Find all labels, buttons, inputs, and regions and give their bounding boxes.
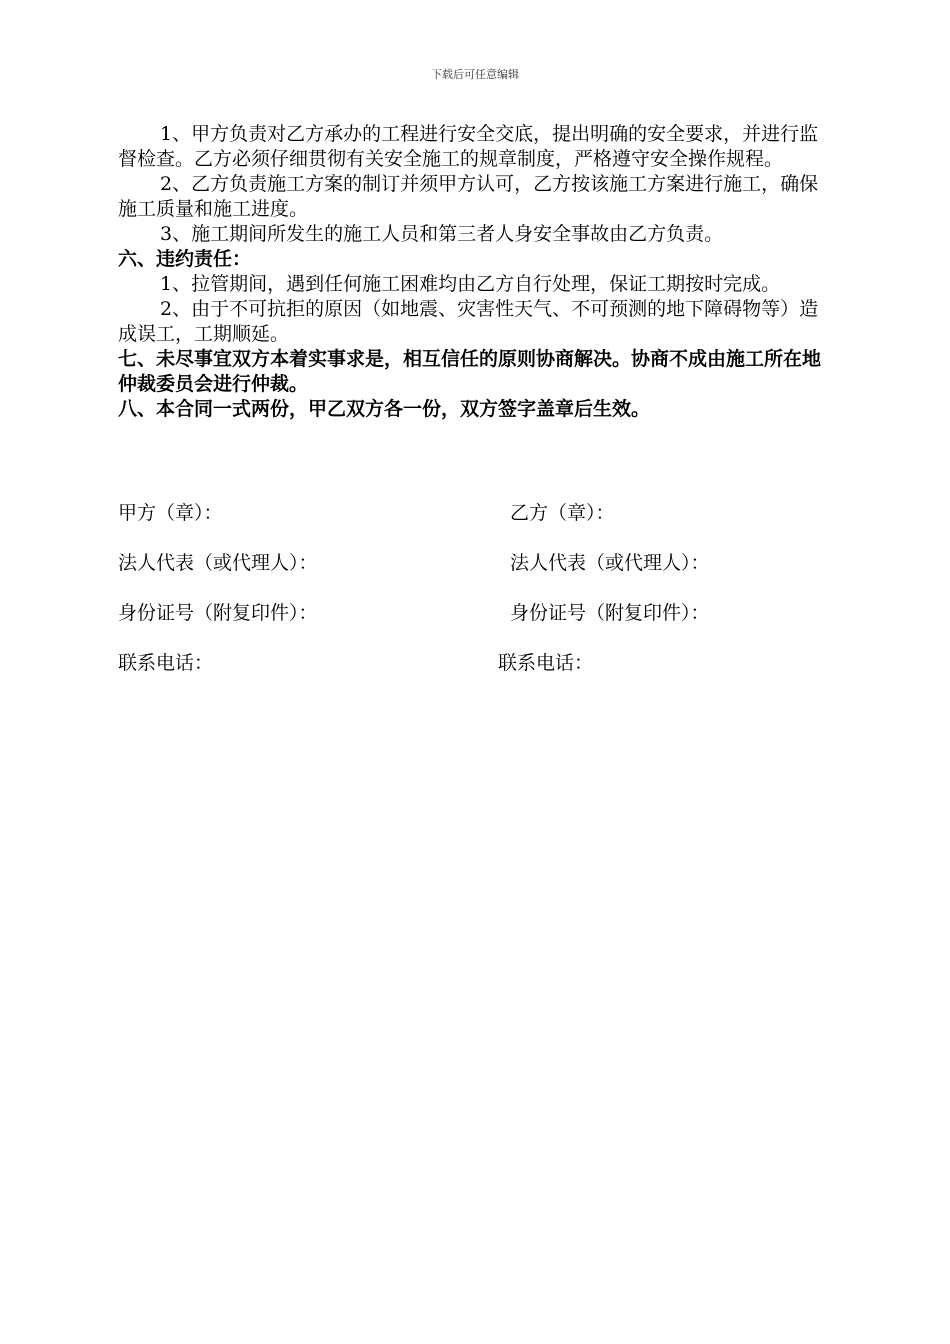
party-a-seal-label: 甲方（章）：	[118, 502, 223, 524]
clause-safety-1: 1、甲方负责对乙方承办的工程进行安全交底，提出明确的安全要求，并进行监督检查。乙方必须仔细贯彻有关安全施工的规章制度，严格遵守安全操作规程。	[118, 123, 819, 170]
party-a-id-label: 身份证号（附复印件）：	[118, 602, 318, 624]
party-b-representative-label: 法人代表（或代理人）：	[510, 552, 710, 574]
clause-unresolved-matters: 七、未尽事宜双方本着实事求是，相互信任的原则协商解决。协商不成由施工所在地仲裁委员会进行仲裁。	[118, 348, 822, 395]
clause-safety-3: 3、施工期间所发生的施工人员和第三者人身安全事故由乙方负责。	[160, 223, 724, 245]
party-a-phone-label: 联系电话：	[118, 652, 214, 674]
contract-body	[118, 122, 834, 422]
signature-row-seal	[118, 498, 834, 528]
party-b-id-label: 身份证号（附复印件）：	[510, 602, 710, 624]
clause-copies: 八、本合同一式两份，甲乙双方各一份，双方签字盖章后生效。	[118, 398, 651, 420]
party-b-seal-label: 乙方（章）：	[510, 502, 615, 524]
clause-breach-2: 2、由于不可抗拒的原因（如地震、灾害性天气、不可预测的地下障碍物等）造成误工，工期顺延。	[118, 298, 819, 345]
party-b-phone-label: 联系电话：	[498, 652, 594, 674]
page-header: 下载后可任意编辑	[431, 68, 519, 81]
signature-row-id	[118, 598, 834, 628]
signature-row-representative	[118, 548, 834, 578]
clause-safety-2: 2、乙方负责施工方案的制订并须甲方认可，乙方按该施工方案进行施工，确保施工质量和施工进度。	[118, 173, 819, 220]
clause-breach-1: 1、拉管期间，遇到任何施工困难均由乙方自行处理，保证工期按时完成。	[160, 273, 781, 295]
party-a-representative-label: 法人代表（或代理人）：	[118, 552, 318, 574]
section-heading-breach: 六、违约责任：	[118, 248, 252, 270]
signature-row-phone	[118, 648, 834, 678]
